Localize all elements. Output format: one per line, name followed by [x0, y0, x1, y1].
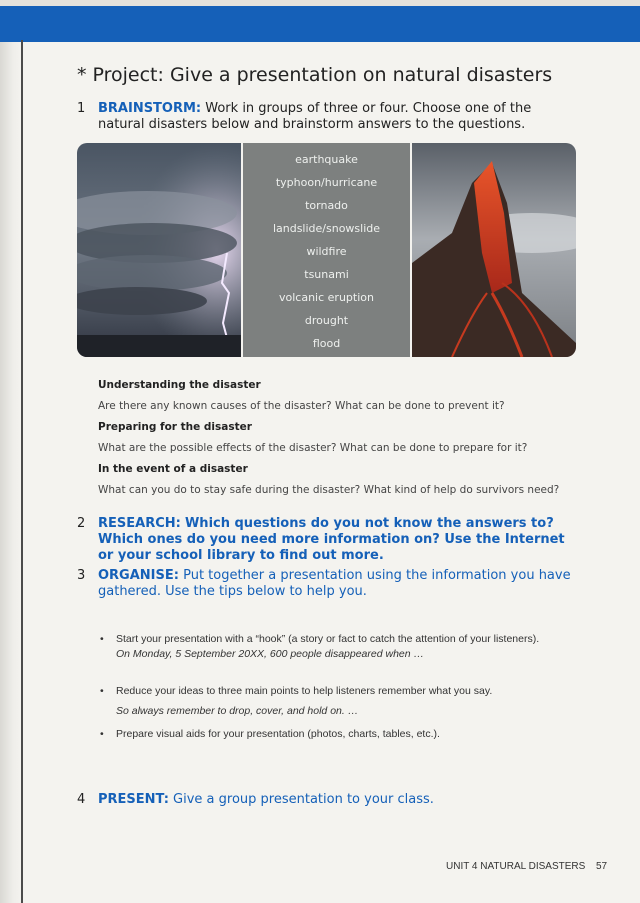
- task-organise: [77, 568, 577, 600]
- tip-text: Reduce your ideas to three main points to help listeners remember what you say.: [116, 685, 493, 697]
- binding-line: [21, 40, 23, 903]
- bullet-icon: •: [100, 728, 104, 740]
- task-number: 4: [77, 792, 86, 807]
- question-text-event: What can you do to stay safe during the disaster? What kind of help do survivors need?: [98, 484, 560, 496]
- storm-photo-graphic: [77, 143, 241, 357]
- page-number: 57: [596, 861, 608, 872]
- task-text: Work in groups of three or four. Choose one of the natural disasters below and brainstorm answers to the questions.: [98, 101, 532, 132]
- question-text-preparing: What are the possible effects of the disaster? What can be done to prepare for it?: [98, 442, 528, 454]
- tip-text: Start your presentation with a “hook” (a story or fact to catch the attention of your listeners).: [116, 633, 540, 645]
- task-research: [77, 516, 577, 564]
- task-number: 2: [77, 516, 86, 531]
- task-keyword: PRESENT:: [98, 792, 169, 807]
- volcano-photo: [412, 143, 576, 357]
- header-band: [0, 0, 640, 42]
- tip-example: So always remember to drop, cover, and hold on. …: [116, 705, 359, 717]
- disaster-item: landslide/snowslide: [272, 222, 381, 235]
- disaster-images: [77, 143, 576, 357]
- storm-photo: [77, 143, 241, 357]
- task-brainstorm: [77, 101, 577, 133]
- question-text-understanding: Are there any known causes of the disaster? What can be done to prevent it?: [98, 400, 505, 412]
- question-heading-event: In the event of a disaster: [98, 463, 248, 475]
- question-heading-understanding: Understanding the disaster: [98, 379, 261, 391]
- bullet-icon: •: [100, 685, 104, 697]
- disaster-item: earthquake: [295, 153, 358, 166]
- book-spine-shadow: [0, 0, 22, 903]
- footer-unit: UNIT 4 NATURAL DISASTERS: [446, 861, 586, 872]
- header-band-edge: [0, 0, 640, 6]
- disaster-item: volcanic eruption: [279, 291, 374, 304]
- tip-example: On Monday, 5 September 20XX, 600 people disappeared when …: [116, 648, 425, 660]
- page-title: [77, 64, 552, 86]
- tip-visual-aids: [100, 727, 565, 742]
- task-keyword: ORGANISE:: [98, 568, 179, 583]
- task-text: Which questions do you not know the answers to? Which ones do you need more information on? Use the Internet or your school library to find out more.: [98, 516, 565, 563]
- task-text: Give a group presentation to your class.: [173, 792, 434, 807]
- task-text: Put together a presentation using the information you have gathered. Use the tips below to help you.: [98, 568, 571, 599]
- disaster-item: wildfire: [306, 245, 347, 258]
- title-marker: *: [77, 64, 87, 86]
- question-heading-preparing: Preparing for the disaster: [98, 421, 252, 433]
- task-keyword: RESEARCH:: [98, 516, 181, 531]
- task-present: [77, 792, 577, 808]
- disaster-item: tornado: [305, 199, 348, 212]
- disaster-item: drought: [304, 314, 349, 327]
- disaster-item: flood: [312, 337, 341, 350]
- task-number: 3: [77, 568, 86, 583]
- title-text: Project: Give a presentation on natural disasters: [92, 64, 553, 86]
- tip-main-points: [100, 684, 565, 719]
- disaster-item: tsunami: [304, 268, 349, 281]
- task-number: 1: [77, 101, 86, 116]
- tip-hook: [100, 632, 565, 662]
- disaster-list: [243, 143, 410, 357]
- tip-text: Prepare visual aids for your presentation (photos, charts, tables, etc.).: [116, 728, 440, 740]
- volcano-photo-graphic: [412, 143, 576, 357]
- bullet-icon: •: [100, 633, 104, 645]
- task-keyword: BRAINSTORM:: [98, 101, 202, 116]
- disaster-item: typhoon/hurricane: [275, 176, 378, 189]
